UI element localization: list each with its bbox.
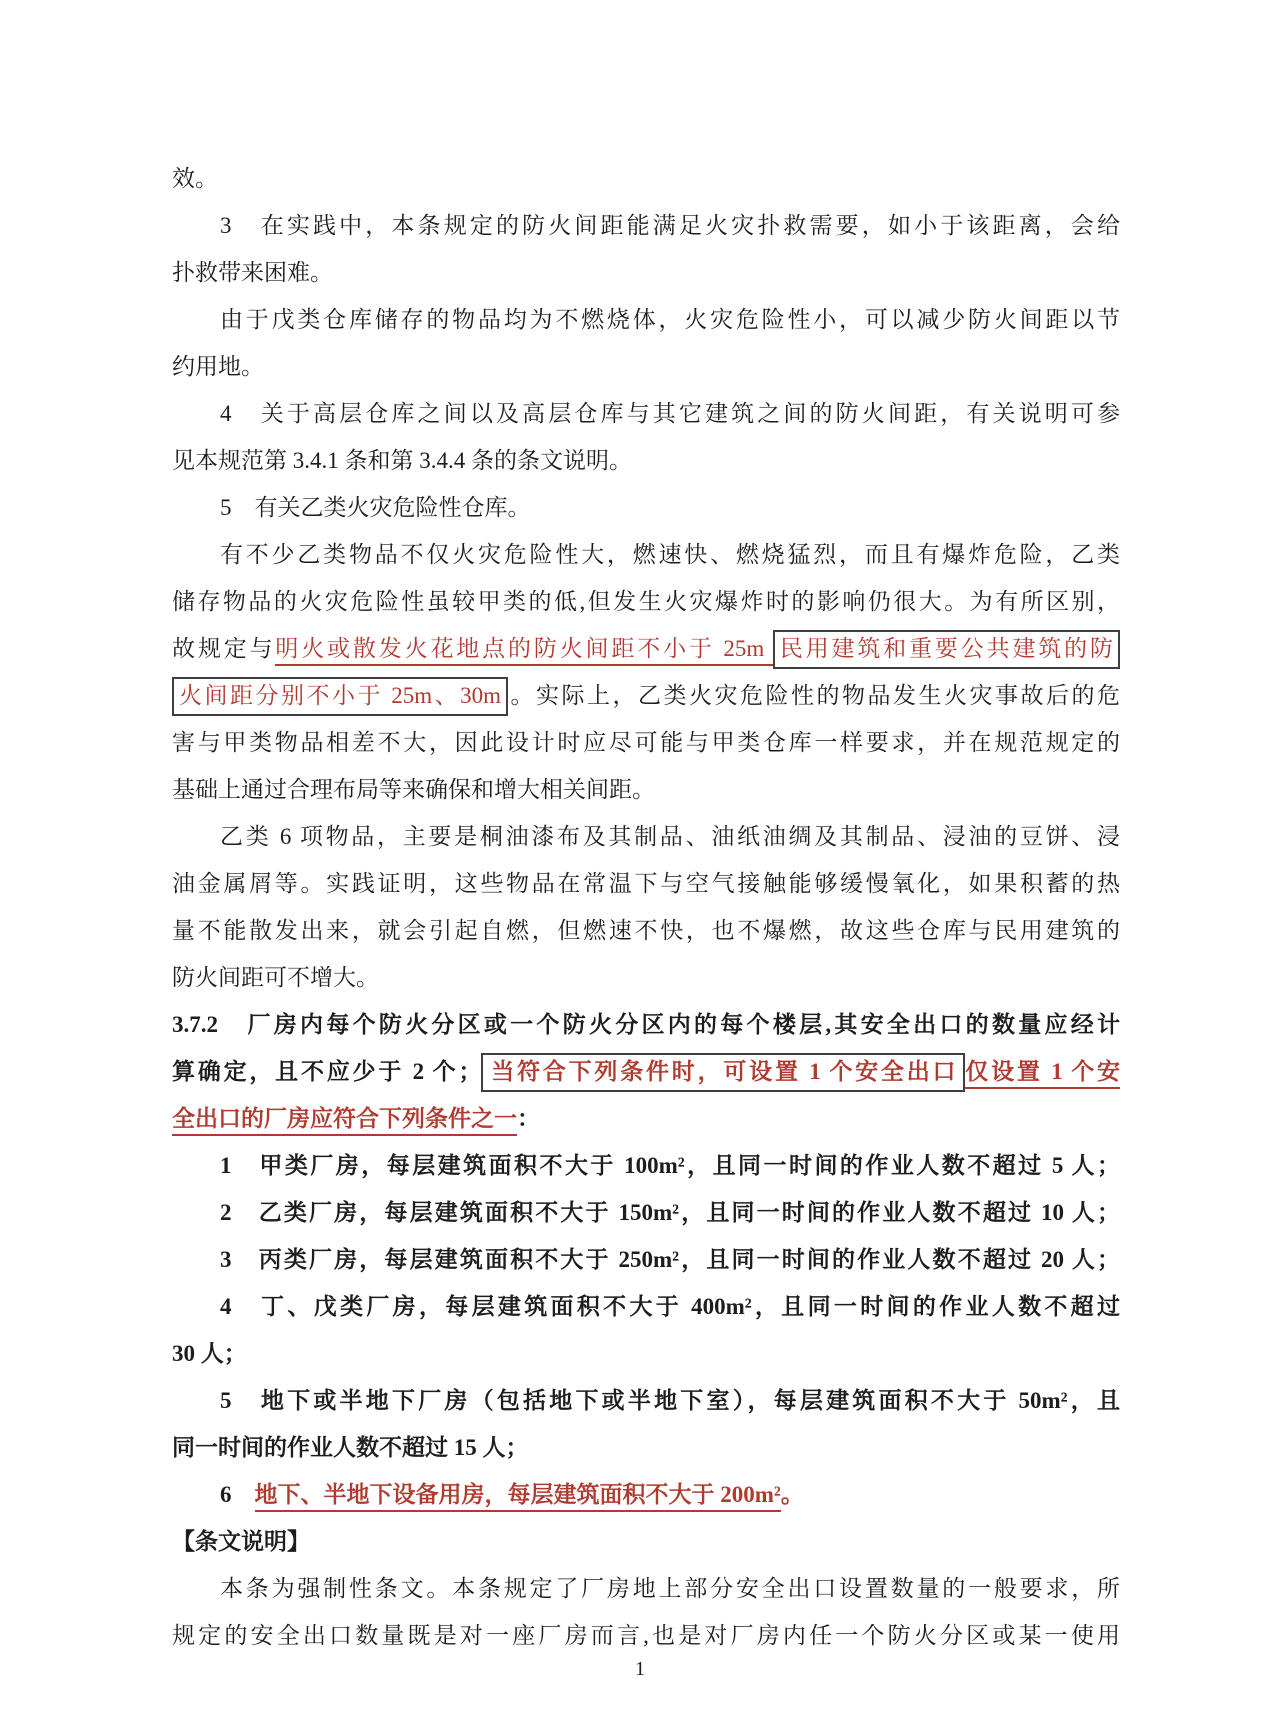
text-line [172,578,1120,625]
revision-underlined-text: 明火或散发火花地点的防火间距不小于 25m [275,636,772,666]
text-line [172,296,1120,343]
text-line [172,437,1120,484]
revision-boxed-text: 火间距分别不小于 25m、30m [172,677,508,716]
text-segment: 油金属屑等。实践证明，这些物品在常温下与空气接触能够缓慢氧化，如果积蓄的热 [172,871,1120,896]
text-line [172,390,1120,437]
text-segment: 30 人； [172,1341,247,1366]
text-line [172,202,1120,249]
text-line [172,1189,1120,1236]
text-segment: 5 地下或半地下厂房（包括地下或半地下室），每层建筑面积不大于 50m²，且 [220,1388,1120,1413]
text-line [172,1236,1120,1283]
text-segment: 3 丙类厂房，每层建筑面积不大于 250m²，且同一时间的作业人数不超过 20 人； [220,1247,1120,1272]
text-segment: 。实际上，乙类火灾危险性的物品发生火灾事故后的危 [508,683,1121,708]
text-line [172,766,1120,813]
text-segment: 3 在实践中，本条规定的防火间距能满足火灾扑救需要，如小于该距离，会给 [220,213,1120,238]
text-segment: 效。 [172,166,218,191]
page-number: 1 [635,1658,645,1680]
text-line [172,531,1120,578]
text-segment: 规定的安全出口数量既是对一座厂房而言,也是对厂房内任一个防火分区或某一使用 [172,1623,1120,1648]
text-segment: 1 甲类厂房，每层建筑面积不大于 100m²，且同一时间的作业人数不超过 5 人； [220,1153,1120,1178]
text-segment: 有不少乙类物品不仅火灾危险性大，燃速快、燃烧猛烈，而且有爆炸危险，乙类 [220,542,1120,567]
text-line [172,484,1120,531]
text-segment: 算确定，且不应少于 2 个； [172,1059,482,1084]
text-segment: ： [517,1106,540,1131]
text-segment: 【条文说明】 [172,1529,310,1554]
text-line [172,907,1120,954]
text-line [172,1612,1120,1659]
text-segment: 量不能散发出来，就会引起自燃，但燃速不快，也不爆燃，故这些仓库与民用建筑的 [172,918,1120,943]
text-segment: 2 乙类厂房，每层建筑面积不大于 150m²，且同一时间的作业人数不超过 10 人； [220,1200,1120,1225]
text-line [172,1283,1120,1330]
text-segment: 由于戊类仓库储存的物品均为不燃烧体，火灾危险性小，可以减少防火间距以节 [220,307,1120,332]
text-segment: 扑救带来困难。 [172,260,333,285]
revision-underlined-text: 全出口的厂房应符合下列条件之一 [172,1106,517,1136]
revision-underlined-text: 仅设置 1 个安 [965,1059,1120,1089]
text-line [172,249,1120,296]
text-segment: 同一时间的作业人数不超过 15 人； [172,1435,529,1460]
text-line [172,155,1120,202]
text-line [172,1095,1120,1142]
text-segment: 3.7.2 厂房内每个防火分区或一个防火分区内的每个楼层,其安全出口的数量应经计 [172,1012,1120,1037]
text-line [172,625,1120,672]
text-segment: 储存物品的火灾危险性虽较甲类的低,但发生火灾爆炸时的影响仍很大。为有所区别， [172,589,1120,614]
text-line [172,719,1120,766]
text-segment: 防火间距可不增大。 [172,965,379,990]
text-line [172,1330,1120,1377]
text-line [172,954,1120,1001]
text-segment: 乙类 6 项物品，主要是桐油漆布及其制品、油纸油绸及其制品、浸油的豆饼、浸 [220,824,1120,849]
text-segment: 见本规范第 3.4.1 条和第 3.4.4 条的条文说明。 [172,448,632,473]
text-line [172,1001,1120,1048]
document-body [172,155,1120,1659]
text-line [172,672,1120,719]
text-segment: 害与甲类物品相差不大，因此设计时应尽可能与甲类仓库一样要求，并在规范规定的 [172,730,1120,755]
text-line [172,1142,1120,1189]
text-line [172,1518,1120,1565]
text-segment: 基础上通过合理布局等来确保和增大相关间距。 [172,777,655,802]
revision-boxed-text: 当符合下列条件时，可设置 1 个安全出口 [481,1053,965,1092]
text-line [172,1048,1120,1095]
text-segment: 本条为强制性条文。本条规定了厂房地上部分安全出口设置数量的一般要求，所 [220,1576,1120,1601]
text-segment: 故规定与 [172,636,276,661]
text-line [172,860,1120,907]
text-segment: 4 关于高层仓库之间以及高层仓库与其它建筑之间的防火间距，有关说明可参 [220,401,1120,426]
text-segment: 。 [780,1482,804,1507]
text-line [172,1565,1120,1612]
revision-underlined-text: 地下、半地下设备用房，每层建筑面积不大于 200m² [255,1482,781,1512]
text-line [172,813,1120,860]
revision-boxed-text: 民用建筑和重要公共建筑的防 [773,630,1120,669]
text-segment: 6 [220,1482,255,1507]
text-segment: 约用地。 [172,354,264,379]
text-line [172,1377,1120,1424]
text-line [172,1424,1120,1471]
text-line [172,1471,1120,1518]
text-line [172,343,1120,390]
text-segment: 5 有关乙类火灾危险性仓库。 [220,495,531,520]
text-segment: 4 丁、戊类厂房，每层建筑面积不大于 400m²，且同一时间的作业人数不超过 [220,1294,1120,1319]
